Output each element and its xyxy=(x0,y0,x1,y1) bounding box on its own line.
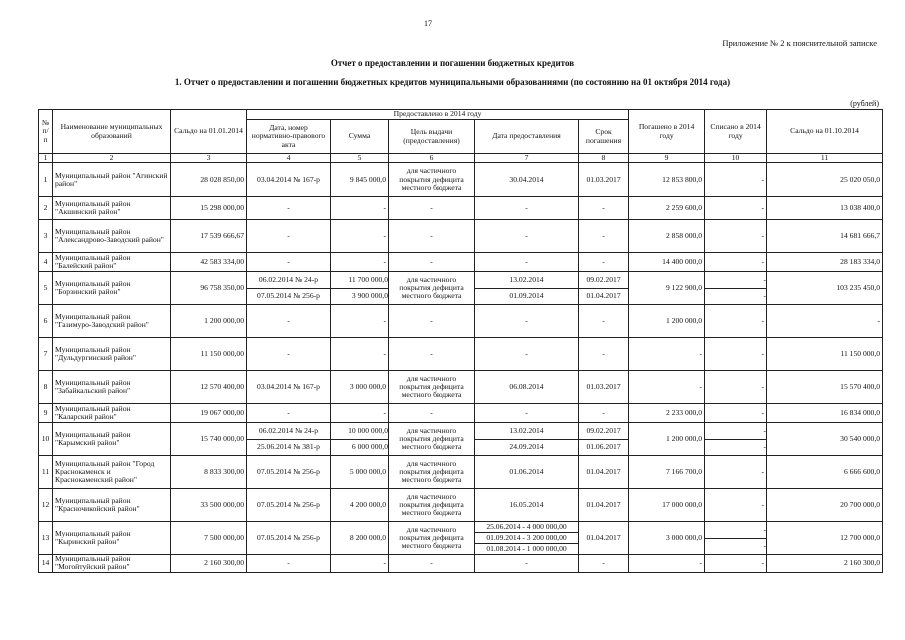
legal-act-part: 07.05.2014 № 256-р xyxy=(247,288,330,305)
provided-sum-part: 6 000 000,0 xyxy=(331,439,388,456)
table-row xyxy=(39,253,883,272)
colnum: 9 xyxy=(629,154,705,163)
page-number: 17 xyxy=(424,19,432,28)
written-off-2014: - xyxy=(705,404,767,423)
repaid-2014: 1 200 000,0 xyxy=(629,423,705,456)
provision-date: - xyxy=(475,404,579,423)
repaid-2014: 17 000 000,0 xyxy=(629,489,705,522)
table-body xyxy=(39,163,883,572)
legal-act xyxy=(247,423,331,456)
legal-act: - xyxy=(247,305,331,338)
row-number: 13 xyxy=(39,522,53,555)
provided-sum-part: 10 000 000,0 xyxy=(348,425,388,435)
unit-label: (рублей) xyxy=(850,99,879,108)
header-sum: Сумма xyxy=(331,120,389,154)
municipality-name: Муниципальный район "Каларский район" xyxy=(53,404,171,423)
legal-act: - xyxy=(247,404,331,423)
written-off-2014: - xyxy=(705,220,767,253)
provided-sum: 8 200 000,0 xyxy=(331,522,389,555)
written-off-2014: - xyxy=(705,489,767,522)
repayment-term xyxy=(579,423,629,456)
written-off-2014: - xyxy=(705,555,767,572)
legal-act-part: 25.06.2014 № 381-р xyxy=(247,439,330,456)
provision-date xyxy=(475,522,579,555)
saldo-end: 2 160 300,0 xyxy=(767,555,883,572)
repayment-term: - xyxy=(579,555,629,572)
saldo-end: 28 183 334,0 xyxy=(767,253,883,272)
repayment-term: 01.03.2017 xyxy=(579,371,629,404)
row-number: 3 xyxy=(39,220,53,253)
saldo-start: 7 500 000,00 xyxy=(171,522,247,555)
provided-sum: - xyxy=(331,404,389,423)
repayment-term: - xyxy=(579,197,629,220)
table-row xyxy=(39,404,883,423)
saldo-end: 14 681 666,7 xyxy=(767,220,883,253)
municipality-name: Муниципальный район "Город Краснокаменск и Краснокаменский район" xyxy=(53,456,171,489)
provision-date: - xyxy=(475,555,579,572)
written-off-2014 xyxy=(705,272,767,305)
provision-date-part: 01.08.2014 - 1 000 000,00 xyxy=(475,543,578,554)
municipality-name: Муниципальный район "Балейский район" xyxy=(53,253,171,272)
repayment-term: 01.04.2017 xyxy=(579,522,629,555)
saldo-start: 12 570 400,00 xyxy=(171,371,247,404)
purpose: для частичного покрытия дефицита местного бюджета xyxy=(389,456,475,489)
saldo-end: 11 150 000,0 xyxy=(767,338,883,371)
municipality-name: Муниципальный район "Агинский район" xyxy=(53,163,171,197)
repayment-term-part: 01.04.2017 xyxy=(579,288,628,305)
municipality-name: Муниципальный район "Карымский район" xyxy=(53,423,171,456)
provision-date: - xyxy=(475,338,579,371)
provided-sum: 5 000 000,0 xyxy=(331,456,389,489)
provision-date: - xyxy=(475,220,579,253)
legal-act xyxy=(247,272,331,305)
legal-act-part: 06.02.2014 № 24-р xyxy=(258,274,319,284)
provided-sum: - xyxy=(331,220,389,253)
column-number-row xyxy=(39,154,883,163)
provision-date-part: 01.09.2014 - 3 200 000,00 xyxy=(475,532,578,543)
table-row xyxy=(39,456,883,489)
saldo-end: 30 540 000,0 xyxy=(767,423,883,456)
legal-act: 07.05.2014 № 256-р xyxy=(247,522,331,555)
table-row xyxy=(39,555,883,572)
provision-date-part: 25.06.2014 - 4 000 000,00 xyxy=(486,522,567,532)
municipality-name: Муниципальный район "Александрово-Заводский район" xyxy=(53,220,171,253)
municipality-name: Муниципальный район "Дульдургинский район" xyxy=(53,338,171,371)
table-row xyxy=(39,338,883,371)
legal-act: 07.05.2014 № 256-р xyxy=(247,456,331,489)
provided-sum: - xyxy=(331,197,389,220)
repaid-2014: - xyxy=(629,338,705,371)
repayment-term-part: 09.02.2017 xyxy=(586,425,621,435)
saldo-start: 15 740 000,00 xyxy=(171,423,247,456)
table-row xyxy=(39,489,883,522)
saldo-end: 20 700 000,0 xyxy=(767,489,883,522)
report-table-wrapper xyxy=(38,109,882,573)
header-saldo-end: Сальдо на 01.10.2014 xyxy=(767,110,883,154)
repayment-term xyxy=(579,272,629,305)
table-row xyxy=(39,371,883,404)
written-off-2014-part: - xyxy=(763,425,767,435)
provided-sum: 3 000 000,0 xyxy=(331,371,389,404)
row-number: 11 xyxy=(39,456,53,489)
written-off-2014: - xyxy=(705,197,767,220)
written-off-2014 xyxy=(705,522,767,555)
header-date: Дата предоставления xyxy=(475,120,579,154)
written-off-2014-part: - xyxy=(705,439,766,456)
provision-date-part: 01.09.2014 xyxy=(475,288,578,305)
purpose: - xyxy=(389,338,475,371)
purpose: - xyxy=(389,220,475,253)
header-name: Наименование муниципальных образований xyxy=(53,110,171,154)
table-row xyxy=(39,197,883,220)
repayment-term: - xyxy=(579,220,629,253)
row-number: 6 xyxy=(39,305,53,338)
written-off-2014-part: - xyxy=(763,274,767,284)
written-off-2014: - xyxy=(705,253,767,272)
provided-sum: - xyxy=(331,555,389,572)
repaid-2014: 1 200 000,0 xyxy=(629,305,705,338)
written-off-2014: - xyxy=(705,456,767,489)
repaid-2014: 2 858 000,0 xyxy=(629,220,705,253)
provided-sum: 4 200 000,0 xyxy=(331,489,389,522)
provided-sum: - xyxy=(331,253,389,272)
legal-act: - xyxy=(247,197,331,220)
colnum: 3 xyxy=(171,154,247,163)
appendix-note: Приложение № 2 к пояснительной записке xyxy=(722,38,877,48)
saldo-end: 103 235 450,0 xyxy=(767,272,883,305)
header-saldo-start: Сальдо на 01.01.2014 xyxy=(171,110,247,154)
provided-sum: 9 845 000,0 xyxy=(331,163,389,197)
saldo-start: 33 500 000,00 xyxy=(171,489,247,522)
saldo-start: 8 833 300,00 xyxy=(171,456,247,489)
purpose: для частичного покрытия дефицита местного бюджета xyxy=(389,163,475,197)
colnum: 10 xyxy=(705,154,767,163)
written-off-2014: - xyxy=(705,338,767,371)
repayment-term: 01.03.2017 xyxy=(579,163,629,197)
header-purpose: Цель выдачи (предоставления) xyxy=(389,120,475,154)
colnum: 2 xyxy=(53,154,171,163)
saldo-start: 96 758 350,00 xyxy=(171,272,247,305)
provision-date: 06.08.2014 xyxy=(475,371,579,404)
saldo-start: 17 539 666,67 xyxy=(171,220,247,253)
row-number: 1 xyxy=(39,163,53,197)
legal-act: 07.05.2014 № 256-р xyxy=(247,489,331,522)
municipality-name: Муниципальный район "Акшинский район" xyxy=(53,197,171,220)
colnum: 7 xyxy=(475,154,579,163)
legal-act: - xyxy=(247,220,331,253)
written-off-2014: - xyxy=(705,305,767,338)
row-number: 12 xyxy=(39,489,53,522)
colnum: 1 xyxy=(39,154,53,163)
saldo-end: 25 020 050,0 xyxy=(767,163,883,197)
row-number: 9 xyxy=(39,404,53,423)
row-number: 4 xyxy=(39,253,53,272)
repayment-term-part: 09.02.2017 xyxy=(586,274,621,284)
municipality-name: Муниципальный район "Борзинский район" xyxy=(53,272,171,305)
report-subtitle: 1. Отчет о предоставлении и погашении бюджетных кредитов муниципальными образованиями (по состоянию на 01 октября 2014 года) xyxy=(174,77,731,87)
repayment-term: - xyxy=(579,338,629,371)
row-number: 8 xyxy=(39,371,53,404)
repaid-2014: - xyxy=(629,555,705,572)
purpose: - xyxy=(389,404,475,423)
colnum: 6 xyxy=(389,154,475,163)
saldo-end: 16 834 000,0 xyxy=(767,404,883,423)
header-provided-group: Предоставлено в 2014 году xyxy=(247,110,629,120)
provision-date-part: 24.09.2014 xyxy=(475,439,578,456)
repaid-2014: 2 259 600,0 xyxy=(629,197,705,220)
legal-act-part: 06.02.2014 № 24-р xyxy=(258,425,319,435)
purpose: для частичного покрытия дефицита местного бюджета xyxy=(389,371,475,404)
row-number: 10 xyxy=(39,423,53,456)
legal-act: 03.04.2014 № 167-р xyxy=(247,163,331,197)
purpose: для частичного покрытия дефицита местного бюджета xyxy=(389,423,475,456)
purpose: для частичного покрытия дефицита местного бюджета xyxy=(389,272,475,305)
saldo-end: 12 700 000,0 xyxy=(767,522,883,555)
header-num: № п/п xyxy=(39,110,53,154)
legal-act: 03.04.2014 № 167-р xyxy=(247,371,331,404)
provided-sum xyxy=(331,423,389,456)
colnum: 11 xyxy=(767,154,883,163)
colnum: 5 xyxy=(331,154,389,163)
legal-act: - xyxy=(247,338,331,371)
table-row xyxy=(39,220,883,253)
repayment-term: - xyxy=(579,404,629,423)
saldo-start: 42 583 334,00 xyxy=(171,253,247,272)
provision-date xyxy=(475,423,579,456)
repaid-2014: 9 122 900,0 xyxy=(629,272,705,305)
repaid-2014: 7 166 700,0 xyxy=(629,456,705,489)
repayment-term-part: 01.06.2017 xyxy=(579,439,628,456)
saldo-start: 1 200 000,00 xyxy=(171,305,247,338)
municipality-name: Муниципальный район "Кыринский район" xyxy=(53,522,171,555)
header-term: Срок погашения xyxy=(579,120,629,154)
provided-sum-part: 11 700 000,0 xyxy=(348,274,388,284)
repayment-term: 01.04.2017 xyxy=(579,489,629,522)
repayment-term: - xyxy=(579,305,629,338)
written-off-2014: - xyxy=(705,163,767,197)
repayment-term: - xyxy=(579,253,629,272)
purpose: - xyxy=(389,253,475,272)
saldo-start: 15 298 000,00 xyxy=(171,197,247,220)
provided-sum: - xyxy=(331,338,389,371)
row-number: 7 xyxy=(39,338,53,371)
municipality-name: Муниципальный район "Газимуро-Заводский район" xyxy=(53,305,171,338)
provided-sum: - xyxy=(331,305,389,338)
header-written-off: Списано в 2014 году xyxy=(705,110,767,154)
table-row xyxy=(39,272,883,305)
legal-act: - xyxy=(247,253,331,272)
colnum: 8 xyxy=(579,154,629,163)
credits-table xyxy=(38,109,883,573)
provision-date: - xyxy=(475,305,579,338)
written-off-2014-part: - xyxy=(705,288,766,305)
saldo-end: - xyxy=(767,305,883,338)
municipality-name: Муниципальный район "Могойтуйский район" xyxy=(53,555,171,572)
report-title: Отчет о предоставлении и погашении бюджетных кредитов xyxy=(330,58,575,68)
repaid-2014: 12 853 800,0 xyxy=(629,163,705,197)
saldo-start: 28 028 850,00 xyxy=(171,163,247,197)
provision-date: - xyxy=(475,197,579,220)
purpose: - xyxy=(389,305,475,338)
colnum: 4 xyxy=(247,154,331,163)
municipality-name: Муниципальный район "Красночикойский район" xyxy=(53,489,171,522)
repaid-2014: 14 400 000,0 xyxy=(629,253,705,272)
header-repaid: Погашено в 2014 году xyxy=(629,110,705,154)
provision-date: 30.04.2014 xyxy=(475,163,579,197)
legal-act: - xyxy=(247,555,331,572)
row-number: 2 xyxy=(39,197,53,220)
repaid-2014: 3 000 000,0 xyxy=(629,522,705,555)
written-off-2014 xyxy=(705,423,767,456)
written-off-2014-part: - xyxy=(763,524,767,534)
provision-date: - xyxy=(475,253,579,272)
saldo-start: 19 067 000,00 xyxy=(171,404,247,423)
saldo-end: 13 038 400,0 xyxy=(767,197,883,220)
purpose: - xyxy=(389,197,475,220)
table-row xyxy=(39,522,883,555)
repaid-2014: - xyxy=(629,371,705,404)
saldo-start: 2 160 300,00 xyxy=(171,555,247,572)
provision-date xyxy=(475,272,579,305)
saldo-end: 6 666 600,0 xyxy=(767,456,883,489)
header-doc: Дата, номер нормативно-правового акта xyxy=(247,120,331,154)
table-row xyxy=(39,163,883,197)
provided-sum xyxy=(331,272,389,305)
saldo-end: 15 570 400,0 xyxy=(767,371,883,404)
repaid-2014: 2 233 000,0 xyxy=(629,404,705,423)
row-number: 5 xyxy=(39,272,53,305)
written-off-2014-part: - xyxy=(705,538,766,555)
table-row xyxy=(39,423,883,456)
municipality-name: Муниципальный район "Забайкальский район" xyxy=(53,371,171,404)
row-number: 14 xyxy=(39,555,53,572)
provision-date-part: 13.02.2014 xyxy=(509,425,544,435)
provided-sum-part: 3 900 000,0 xyxy=(331,288,388,305)
provision-date-part: 13.02.2014 xyxy=(509,274,544,284)
written-off-2014: - xyxy=(705,371,767,404)
table-row xyxy=(39,305,883,338)
purpose: для частичного покрытия дефицита местного бюджета xyxy=(389,489,475,522)
saldo-start: 11 150 000,00 xyxy=(171,338,247,371)
provision-date: 16.05.2014 xyxy=(475,489,579,522)
purpose: - xyxy=(389,555,475,572)
purpose: для частичного покрытия дефицита местного бюджета xyxy=(389,522,475,555)
repayment-term: 01.04.2017 xyxy=(579,456,629,489)
provision-date: 01.06.2014 xyxy=(475,456,579,489)
